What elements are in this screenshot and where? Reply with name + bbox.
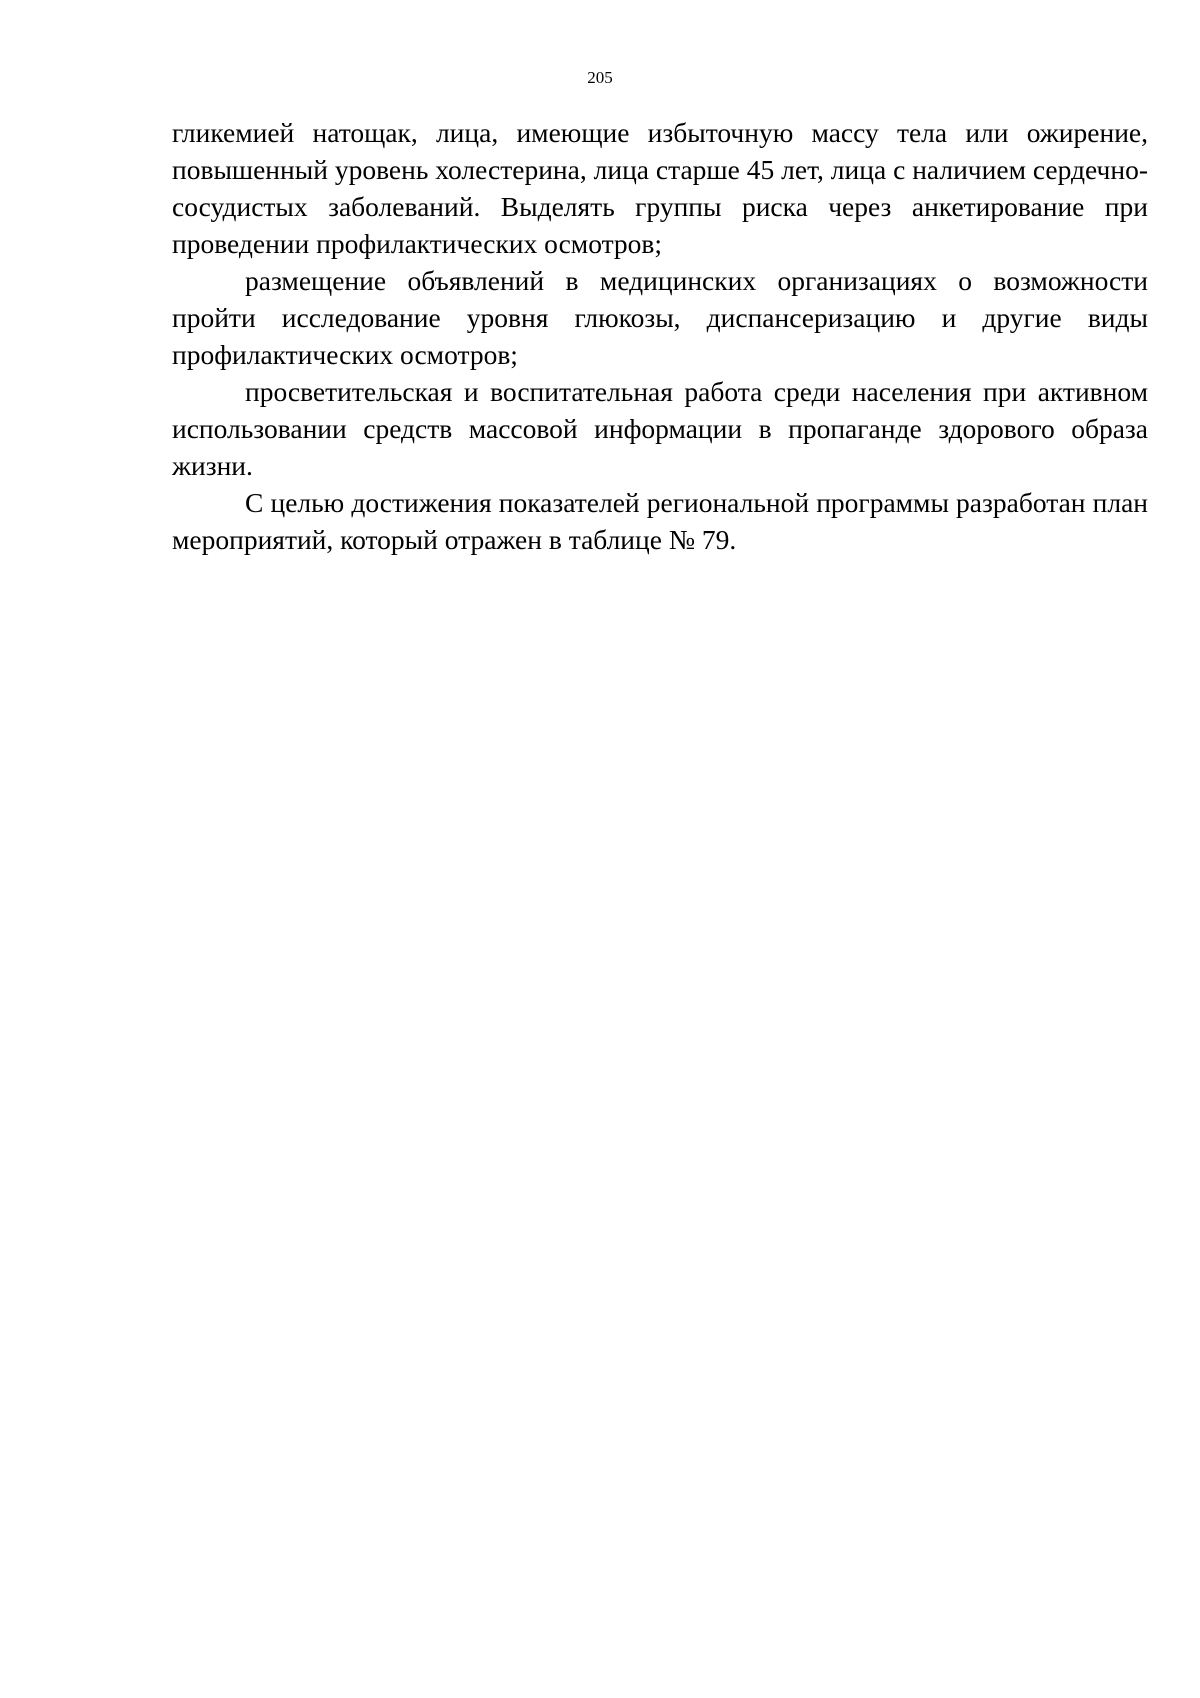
page-number: 205 [587, 68, 613, 87]
paragraph-announcements: размещение объявлений в медицинских организациях о возможности пройти исследование уровня глюкозы, диспансеризацию и другие виды профилактических осмотров; [172, 265, 1148, 370]
paragraph-action-plan: С целью достижения показателей региональной программы разработан план мероприятий, который отражен в таблице № 79. [172, 487, 1148, 555]
paragraph-risk-groups: гликемией натощак, лица, имеющие избыточную массу тела или ожирение, повышенный уровень холестерина, лица старше 45 лет, лица с наличием сердечно-сосудистых заболеваний. Выделять группы риска через анкетирование при проведении профилактических осмотров; [172, 117, 1148, 259]
paragraph-education-work: просветительская и воспитательная работа среди населения при активном использовании средств массовой информации в пропаганде здорового образа жизни. [172, 376, 1148, 481]
body-text [172, 114, 1148, 558]
